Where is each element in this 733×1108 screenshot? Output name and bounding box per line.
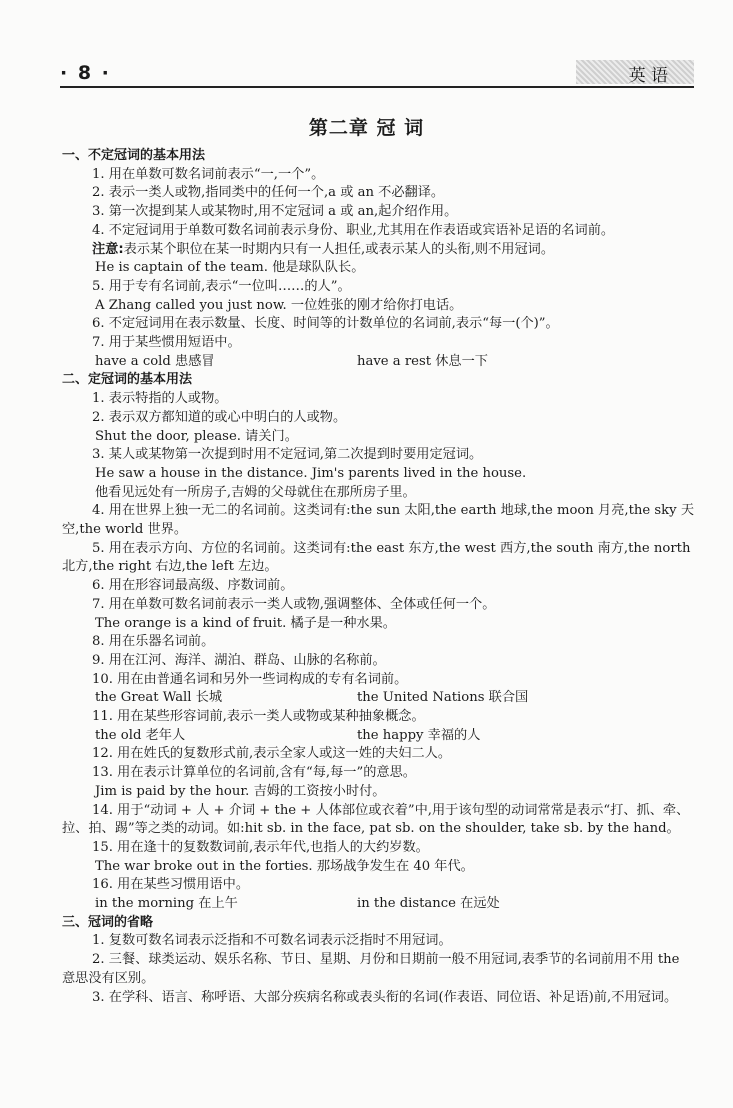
- rule-item: 13. 用在表示计算单位的名词前,含有“每,每一”的意思。: [92, 765, 416, 781]
- page-number: · 8 ·: [60, 62, 111, 84]
- example-pair: [62, 689, 696, 708]
- rule-item: 3. 第一次提到某人或某物时,用不定冠词 a 或 an,起介绍作用。: [92, 204, 458, 220]
- example: He saw a house in the distance. Jim's parents lived in the house.: [95, 465, 527, 481]
- page-content: [62, 147, 696, 1007]
- rule-item: 9. 用在江河、海洋、湖泊、群岛、山脉的名称前。: [92, 652, 386, 668]
- rule-item: 14. 用于“动词 + 人 + 介词 + the + 人体部位或衣着”中,用于该句型的动词常常是表示“打、抓、牵、拉、拍、踢”等之类的动词。如:hit sb. in the face, pat sb. on the shoulder, take sb. by the hand。: [62, 802, 690, 837]
- rule-item: 3. 某人或某物第一次提到时用不定冠词,第二次提到时要用定冠词。: [92, 447, 483, 463]
- example: Jim is paid by the hour. 吉姆的工资按小时付。: [95, 783, 386, 799]
- rule-item: 6. 不定冠词用在表示数量、长度、时间等的计数单位的名词前,表示“每一(个)”。: [92, 316, 559, 332]
- example: The war broke out in the forties. 那场战争发生在 40 年代。: [95, 858, 474, 874]
- rule-item: 15. 用在逢十的复数数词前,表示年代,也指人的大约岁数。: [92, 839, 429, 855]
- example-pair: [62, 727, 696, 746]
- section-heading: 二、定冠词的基本用法: [62, 372, 193, 388]
- example-translation: 他看见远处有一所房子,吉姆的父母就住在那所房子里。: [95, 484, 416, 500]
- header-rule: [60, 86, 694, 88]
- subject-tab: [576, 60, 694, 84]
- rule-item: 5. 用在表示方向、方位的名词前。这类词有:the east 东方,the west 西方,the south 南方,the north 北方,the right 右边,the left 左边。: [62, 540, 691, 575]
- rule-item: 11. 用在某些形容词前,表示一类人或物或某种抽象概念。: [92, 709, 425, 725]
- chapter-title: 第二章 冠 词: [308, 117, 425, 139]
- rule-item: 4. 用在世界上独一无二的名词前。这类词有:the sun 太阳,the earth 地球,the moon 月亮,the sky 天空,the world 世界。: [62, 503, 695, 538]
- example: have a cold 患感冒: [95, 353, 215, 369]
- rule-item: 7. 用在单数可数名词前表示一类人或物,强调整体、全体或任何一个。: [92, 596, 496, 612]
- example: Shut the door, please. 请关门。: [95, 428, 298, 444]
- example-pair: [62, 353, 696, 372]
- rule-item: 2. 表示一类人或物,指同类中的任何一个,a 或 an 不必翻译。: [92, 185, 445, 201]
- example: the old 老年人: [95, 727, 186, 743]
- rule-item: 7. 用于某些惯用短语中。: [92, 335, 241, 351]
- note-text: 表示某个职位在某一时期内只有一人担任,或表示某人的头衔,则不用冠词。: [123, 241, 555, 257]
- example: He is captain of the team. 他是球队队长。: [95, 260, 365, 276]
- rule-item: 4. 不定冠词用于单数可数名词前表示身份、职业,尤其用在作表语或宾语补足语的名词前。: [92, 222, 615, 238]
- example: The orange is a kind of fruit. 橘子是一种水果。: [95, 615, 396, 631]
- rule-item: 6. 用在形容词最高级、序数词前。: [92, 578, 294, 594]
- rule-item: 12. 用在姓氏的复数形式前,表示全家人或这一姓的夫妇二人。: [92, 746, 452, 762]
- rule-item: 1. 表示特指的人或物。: [92, 391, 228, 407]
- page-header: [60, 58, 694, 88]
- note-label: 注意:: [92, 241, 124, 257]
- example: in the distance 在远处: [357, 896, 500, 912]
- rule-item: 8. 用在乐器名词前。: [92, 634, 215, 650]
- example: have a rest 休息一下: [357, 353, 488, 369]
- rule-item: 5. 用于专有名词前,表示“一位叫……的人”。: [92, 278, 351, 294]
- example: the United Nations 联合国: [357, 690, 529, 706]
- example: A Zhang called you just now. 一位姓张的刚才给你打电话。: [95, 297, 463, 313]
- subject-label: 英 语: [628, 66, 668, 86]
- example: the Great Wall 长城: [95, 690, 223, 706]
- rule-item: 1. 复数可数名词表示泛指和不可数名词表示泛指时不用冠词。: [92, 933, 452, 949]
- example: in the morning 在上午: [95, 896, 238, 912]
- example-pair: [62, 895, 696, 914]
- rule-item: 1. 用在单数可数名词前表示“一,一个”。: [92, 166, 325, 182]
- note-paragraph: [62, 241, 696, 260]
- rule-item: 3. 在学科、语言、称呼语、大部分疾病名称或表头衔的名词(作表语、同位语、补足语)前,不用冠词。: [92, 989, 678, 1005]
- section-heading: 一、不定冠词的基本用法: [62, 148, 206, 163]
- example: the happy 幸福的人: [357, 727, 481, 743]
- rule-item: 10. 用在由普通名词和另外一些词构成的专有名词前。: [92, 671, 408, 687]
- rule-item: 2. 三餐、球类运动、娱乐名称、节日、星期、月份和日期前一般不用冠词,表季节的名词前用不用 the 意思没有区别。: [62, 952, 680, 986]
- rule-item: 16. 用在某些习惯用语中。: [92, 877, 250, 893]
- rule-item: 2. 表示双方都知道的或心中明白的人或物。: [92, 409, 347, 425]
- section-heading: 三、冠词的省略: [62, 914, 154, 930]
